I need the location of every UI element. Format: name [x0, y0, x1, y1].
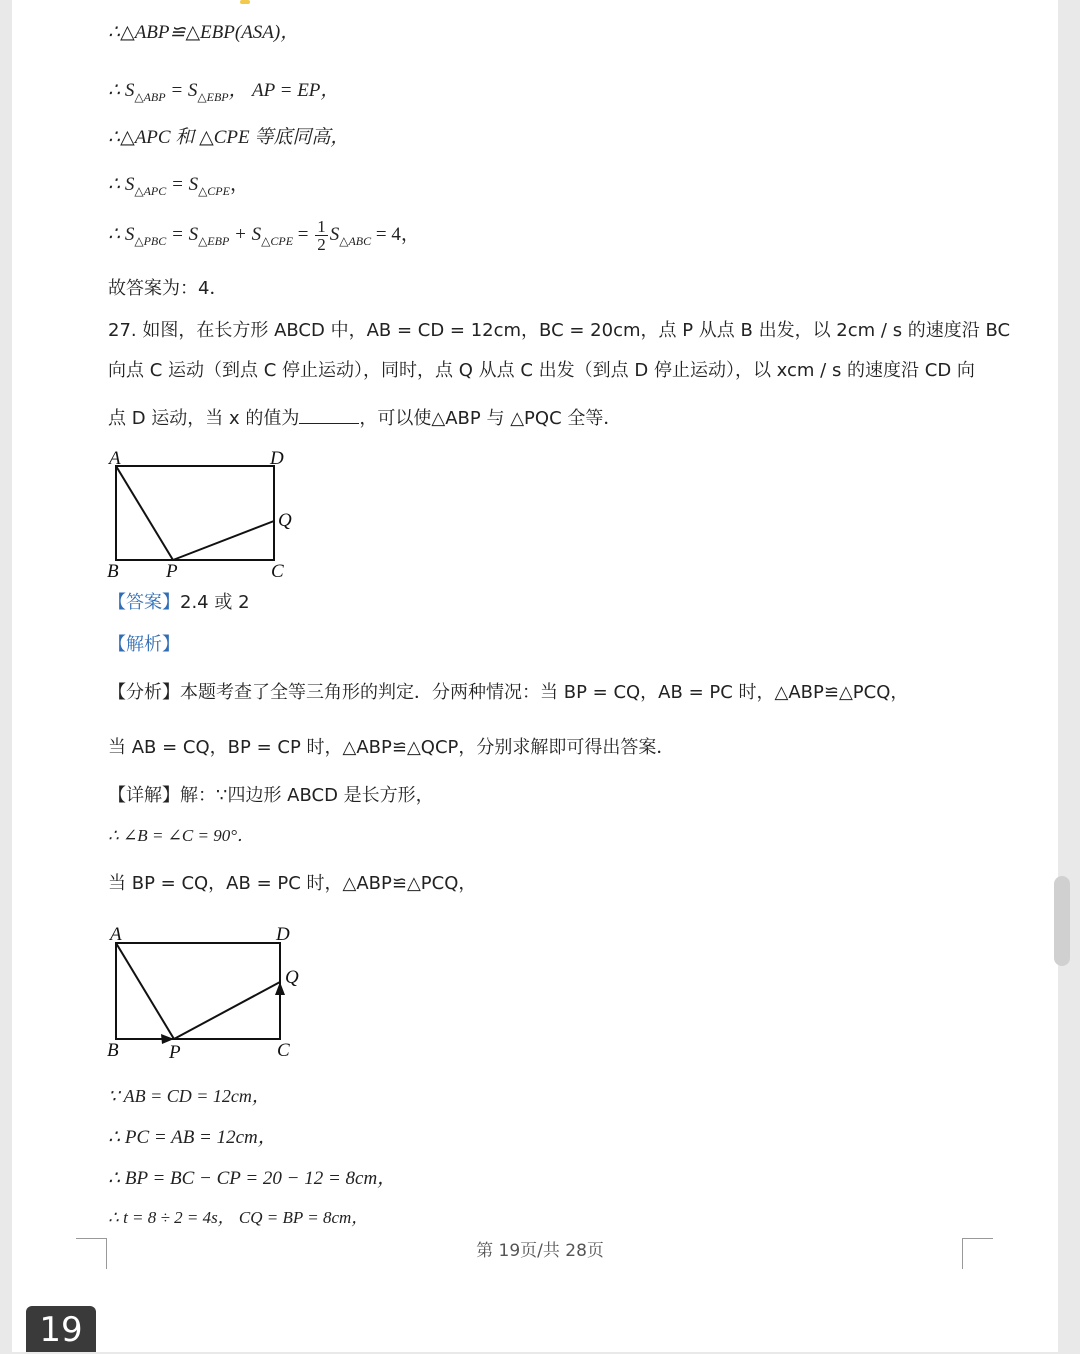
line-2: ∴ $S_{\triangle ABP} = S_{\triangle EBP}$， AP = EP，: [108, 80, 340, 104]
label-b: B: [107, 1040, 119, 1061]
segment-ap: [116, 466, 173, 560]
top-marker: [240, 0, 250, 4]
fraction: $\frac{1}{2}$: [317, 217, 326, 254]
detail-line-2: ∴ ∠B = ∠C = 90°．: [108, 826, 255, 845]
question-27-line-1: 27. 如图，在长方形 ABCD 中，AB = CD = 12cm，BC = 20cm，点 P 从点 B 出发，以 2cm / s 的速度沿 BC: [108, 320, 1011, 341]
line-3: ∴△APC 和 △CPE 等底同高，: [108, 127, 350, 148]
label-q: Q: [278, 510, 292, 531]
detail-line-1: 【详解】解：∵四边形 ABCD 是长方形，: [108, 785, 434, 806]
question-27-line-2: 向点 C 运动（到点 C 停止运动），同时，点 Q 从点 C 出发（到点 D 停止运动），以 xcm / s 的速度沿 CD 向: [108, 360, 975, 381]
rectangle-abcd: [116, 466, 274, 560]
line-4: ∴ $S_{\triangle APC} = S_{\triangle CPE}$，: [108, 174, 249, 198]
analysis-tag-line: 【解析】: [108, 634, 180, 655]
label-a: A: [109, 448, 121, 469]
label-a: A: [110, 924, 122, 945]
answer-blank: [299, 409, 359, 424]
detail-line-6: ∴ BP = BC − CP = 20 − 12 = 8cm，: [108, 1168, 397, 1189]
scrollbar-thumb[interactable]: [1054, 876, 1070, 966]
label-b: B: [107, 561, 119, 582]
detail-line-3: 当 BP = CQ，AB = PC 时，△ABP≌△PCQ，: [108, 873, 477, 894]
page-number-badge[interactable]: 19: [26, 1306, 96, 1352]
figure-1: [100, 444, 320, 584]
line-5: ∴ $S_{\triangle PBC} = S_{\triangle EBP} + S_{\triangle CPE}$ = $\frac{1}{2}$ $S_{\triangle ABC} = 4$，: [108, 217, 420, 254]
detail-line-7: ∴ t = 8 ÷ 2 = 4s， CQ = BP = 8cm，: [108, 1208, 369, 1227]
analysis-line-1: 【分析】本题考查了全等三角形的判定．分两种情况：当 BP = CQ，AB = PC 时，△ABP≌△PCQ，: [108, 682, 909, 703]
line-1: ∴△ABP≌△EBP(ASA)，: [108, 22, 300, 43]
segment-pq: [174, 982, 280, 1039]
label-p: P: [169, 1042, 181, 1063]
page-footer: 第 19页/共 28页: [476, 1241, 604, 1261]
label-d: D: [276, 924, 290, 945]
label-c: C: [271, 561, 284, 582]
label-c: C: [277, 1040, 290, 1061]
line-6: 故答案为：4．: [108, 278, 228, 299]
answer-line: 【答案】2.4 或 2: [108, 592, 250, 613]
question-27-line-3: 点 D 运动，当 x 的值为 ，可以使△ABP 与 △PQC 全等．: [108, 408, 622, 429]
detail-line-5: ∴ PC = AB = 12cm，: [108, 1127, 277, 1148]
label-q: Q: [285, 967, 299, 988]
detail-line-4: ∵ AB = CD = 12cm，: [108, 1086, 270, 1106]
rectangle-abcd: [116, 943, 280, 1039]
label-p: P: [166, 561, 178, 582]
segment-ap: [116, 943, 174, 1039]
analysis-line-2: 当 AB = CQ，BP = CP 时，△ABP≌△QCP，分别求解即可得出答案．: [108, 737, 675, 758]
figure-2: [100, 918, 330, 1068]
label-d: D: [270, 448, 284, 469]
segment-pq: [173, 521, 274, 560]
